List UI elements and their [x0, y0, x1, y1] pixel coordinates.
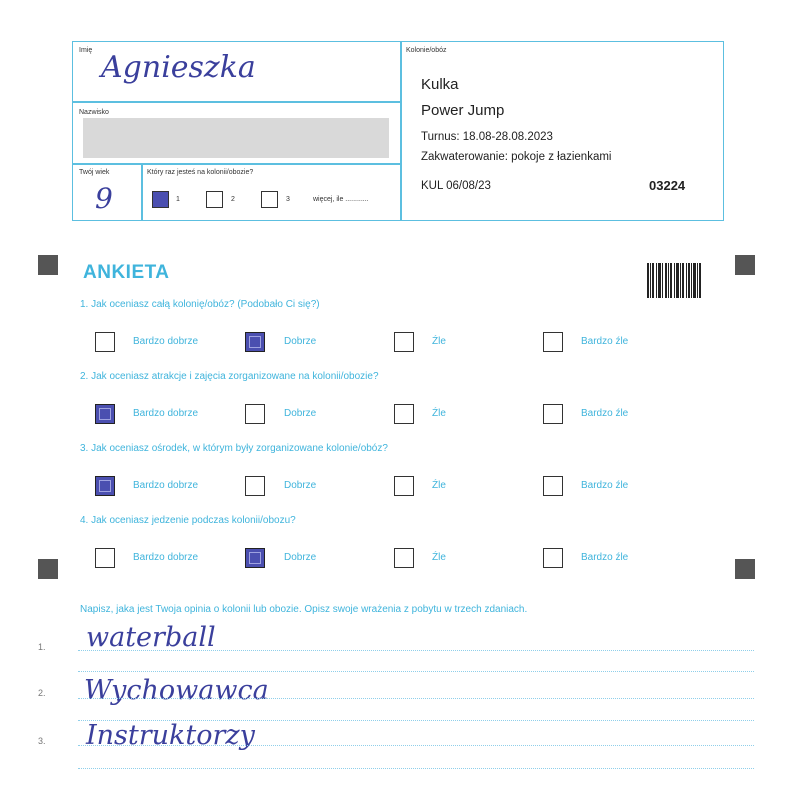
times-checkbox-2[interactable]: [206, 191, 223, 208]
option-label: Bardzo źle: [581, 336, 629, 347]
q1-checkbox-zle[interactable]: [394, 332, 414, 352]
q3-checkbox-zle[interactable]: [394, 476, 414, 496]
surname-label: Nazwisko: [79, 109, 109, 116]
accommodation: Zakwaterowanie: pokoje z łazienkami: [421, 151, 612, 163]
question-text: 3. Jak oceniasz ośrodek, w którym były zorganizowane kolonie/obóz?: [80, 443, 388, 454]
name-label: Imię: [79, 47, 93, 54]
option-label: Dobrze: [284, 336, 317, 347]
option-label: Źle: [432, 552, 446, 563]
times-option-label: 2: [231, 196, 235, 203]
header-box: [72, 41, 724, 221]
option-label: Źle: [432, 480, 446, 491]
option-label: Bardzo dobrze: [133, 408, 199, 419]
surname-redaction: [83, 118, 389, 158]
writing-line: [78, 768, 754, 769]
opinion-answer-1[interactable]: waterball: [86, 622, 216, 653]
times-label: Który raz jesteś na kolonii/obozie?: [147, 169, 254, 176]
header-divider: [141, 163, 143, 220]
q1-checkbox-bardzo-dobrze[interactable]: [95, 332, 115, 352]
question-text: 1. Jak oceniasz całą kolonię/obóz? (Podobało Ci się?): [80, 299, 320, 310]
q4-checkbox-bardzo-dobrze[interactable]: [95, 548, 115, 568]
registration-marker: [38, 559, 58, 579]
times-checkbox-3[interactable]: [261, 191, 278, 208]
option-label: Bardzo źle: [581, 408, 629, 419]
registration-marker: [735, 559, 755, 579]
opinion-answer-2[interactable]: Wychowawca: [84, 675, 269, 706]
turnus: Turnus: 18.08-28.08.2023: [421, 131, 553, 143]
opinion-answer-3[interactable]: Instruktorzy: [86, 720, 255, 751]
registration-marker: [735, 255, 755, 275]
option-label: Dobrze: [284, 408, 317, 419]
q2-checkbox-bardzo-dobrze[interactable]: [95, 404, 115, 424]
question-text: 2. Jak oceniasz atrakcje i zajęcia zorganizowane na kolonii/obozie?: [80, 371, 379, 382]
camp-code: KUL 06/08/23: [421, 180, 491, 192]
line-number: 1.: [38, 642, 46, 652]
camp-name: Kulka: [421, 76, 459, 93]
q4-checkbox-bardzo-zle[interactable]: [543, 548, 563, 568]
header-divider: [73, 101, 400, 103]
writing-line: [78, 671, 754, 672]
q2-checkbox-bardzo-zle[interactable]: [543, 404, 563, 424]
times-checkbox-1[interactable]: [152, 191, 169, 208]
option-label: Bardzo dobrze: [133, 552, 199, 563]
question-text: 4. Jak oceniasz jedzenie podczas kolonii/obozu?: [80, 515, 296, 526]
option-label: Bardzo dobrze: [133, 336, 199, 347]
barcode-icon: [647, 263, 701, 298]
times-option-label: 3: [286, 196, 290, 203]
name-value[interactable]: Agnieszka: [101, 50, 256, 85]
q2-checkbox-dobrze[interactable]: [245, 404, 265, 424]
q4-checkbox-dobrze[interactable]: [245, 548, 265, 568]
survey-title: ANKIETA: [83, 262, 170, 283]
q3-checkbox-bardzo-zle[interactable]: [543, 476, 563, 496]
q1-checkbox-bardzo-zle[interactable]: [543, 332, 563, 352]
q3-checkbox-dobrze[interactable]: [245, 476, 265, 496]
age-value[interactable]: 9: [95, 182, 113, 215]
camp-program: Power Jump: [421, 102, 505, 119]
form-number: 03224: [649, 178, 686, 193]
header-divider: [400, 42, 402, 220]
q3-checkbox-bardzo-dobrze[interactable]: [95, 476, 115, 496]
option-label: Dobrze: [284, 480, 317, 491]
times-option-label: 1: [176, 196, 180, 203]
writing-line: [78, 650, 754, 651]
q1-checkbox-dobrze[interactable]: [245, 332, 265, 352]
registration-marker: [38, 255, 58, 275]
option-label: Źle: [432, 336, 446, 347]
opinion-prompt: Napisz, jaka jest Twoja opinia o kolonii lub obozie. Opisz swoje wrażenia z pobytu w trzech zdaniach.: [80, 604, 528, 615]
q4-checkbox-zle[interactable]: [394, 548, 414, 568]
times-more-label: więcej, ile ............: [313, 196, 369, 203]
writing-line: [78, 698, 754, 699]
option-label: Bardzo źle: [581, 480, 629, 491]
q2-checkbox-zle[interactable]: [394, 404, 414, 424]
line-number: 3.: [38, 736, 46, 746]
option-label: Bardzo dobrze: [133, 480, 199, 491]
age-label: Twój wiek: [79, 169, 110, 176]
header-divider: [73, 163, 400, 165]
option-label: Bardzo źle: [581, 552, 629, 563]
line-number: 2.: [38, 688, 46, 698]
option-label: Źle: [432, 408, 446, 419]
writing-line: [78, 745, 754, 746]
camp-label: Kolonie/obóz: [406, 47, 447, 54]
option-label: Dobrze: [284, 552, 317, 563]
